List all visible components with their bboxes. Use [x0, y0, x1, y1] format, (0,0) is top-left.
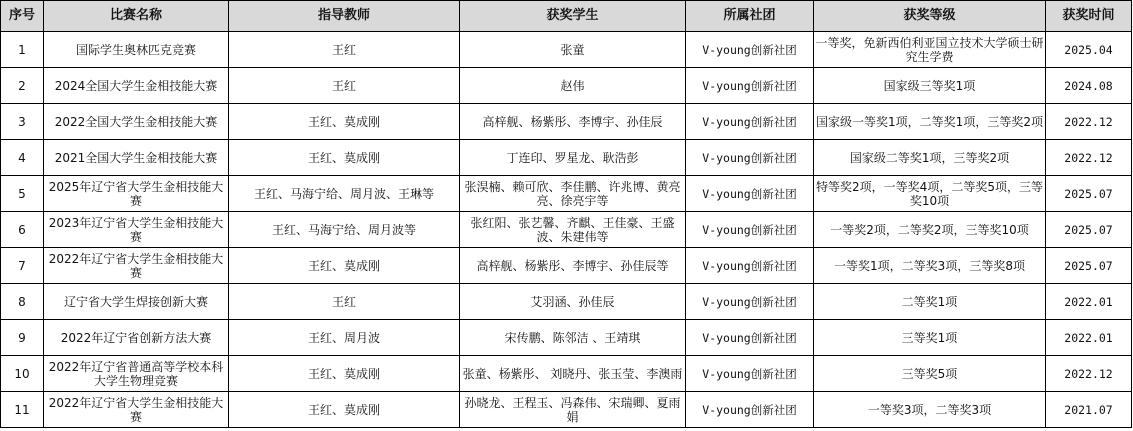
- cell-index: 9: [1, 320, 44, 356]
- cell-students: 孙晓龙、王程玉、冯森伟、宋瑞卿、夏雨娟: [460, 392, 686, 428]
- table-row: [1, 392, 1132, 428]
- cell-award-level: 一等奖1项，二等奖3项，三等奖8项: [814, 248, 1046, 284]
- cell-competition: 2022年辽宁省普通高等学校本科大学生物理竞赛: [44, 356, 229, 392]
- cell-award-level: 一等奖，免新西伯利亚国立技术大学硕士研究生学费: [814, 32, 1046, 68]
- cell-competition: 2023年辽宁省大学生金相技能大赛: [44, 212, 229, 248]
- cell-competition: 辽宁省大学生焊接创新大赛: [44, 284, 229, 320]
- cell-index: 2: [1, 68, 44, 104]
- cell-award-date: 2025.04: [1046, 32, 1132, 68]
- cell-advisor: 王红: [229, 284, 460, 320]
- cell-students: 丁连印、罗星龙、耿浩彭: [460, 140, 686, 176]
- cell-students: 宋传鹏、陈邻洁 、王靖琪: [460, 320, 686, 356]
- header-row: [1, 1, 1132, 32]
- header-students: 获奖学生: [460, 1, 686, 32]
- cell-award-date: 2025.07: [1046, 176, 1132, 212]
- cell-index: 1: [1, 32, 44, 68]
- cell-students: 赵伟: [460, 68, 686, 104]
- cell-club: V-young创新社团: [686, 176, 814, 212]
- cell-competition: 2022年辽宁省大学生金相技能大赛: [44, 392, 229, 428]
- cell-advisor: 王红、马海宁给、周月波等: [229, 212, 460, 248]
- cell-club: V-young创新社团: [686, 248, 814, 284]
- cell-students: 张童: [460, 32, 686, 68]
- cell-students: 艾羽涵、孙佳辰: [460, 284, 686, 320]
- cell-index: 3: [1, 104, 44, 140]
- cell-award-date: 2025.07: [1046, 248, 1132, 284]
- cell-competition: 国际学生奥林匹克竞赛: [44, 32, 229, 68]
- cell-club: V-young创新社团: [686, 284, 814, 320]
- cell-award-date: 2021.07: [1046, 392, 1132, 428]
- cell-award-level: 国家级二等奖1项，三等奖2项: [814, 140, 1046, 176]
- table-row: [1, 104, 1132, 140]
- table-row: [1, 68, 1132, 104]
- cell-award-level: 特等奖2项，一等奖4项，二等奖5项，三等奖10项: [814, 176, 1046, 212]
- cell-club: V-young创新社团: [686, 392, 814, 428]
- table-header: [1, 1, 1132, 32]
- table-row: [1, 32, 1132, 68]
- cell-index: 4: [1, 140, 44, 176]
- cell-award-date: 2022.12: [1046, 140, 1132, 176]
- cell-award-date: 2022.12: [1046, 104, 1132, 140]
- cell-index: 11: [1, 392, 44, 428]
- header-competition: 比赛名称: [44, 1, 229, 32]
- cell-advisor: 王红、莫成刚: [229, 392, 460, 428]
- cell-students: 张淏楠、赖可欣、李佳鹏、许兆博、黄亮亮、徐亮宇等: [460, 176, 686, 212]
- table-row: [1, 176, 1132, 212]
- cell-club: V-young创新社团: [686, 68, 814, 104]
- cell-award-level: 国家级三等奖1项: [814, 68, 1046, 104]
- cell-advisor: 王红、周月波: [229, 320, 460, 356]
- header-award-date: 获奖时间: [1046, 1, 1132, 32]
- cell-students: 高梓舰、杨紫彤、李博宇、孙佳辰: [460, 104, 686, 140]
- cell-index: 5: [1, 176, 44, 212]
- cell-award-level: 三等奖5项: [814, 356, 1046, 392]
- table-row: [1, 248, 1132, 284]
- cell-award-date: 2022.01: [1046, 284, 1132, 320]
- cell-club: V-young创新社团: [686, 104, 814, 140]
- header-index: 序号: [1, 1, 44, 32]
- table-row: [1, 284, 1132, 320]
- cell-competition: 2022年辽宁省创新方法大赛: [44, 320, 229, 356]
- cell-award-date: 2022.01: [1046, 320, 1132, 356]
- cell-competition: 2021全国大学生金相技能大赛: [44, 140, 229, 176]
- cell-index: 8: [1, 284, 44, 320]
- table-row: [1, 140, 1132, 176]
- cell-advisor: 王红: [229, 68, 460, 104]
- cell-award-level: 一等奖3项，二等奖3项: [814, 392, 1046, 428]
- cell-index: 7: [1, 248, 44, 284]
- table-row: [1, 356, 1132, 392]
- cell-advisor: 王红: [229, 32, 460, 68]
- cell-award-level: 一等奖2项，二等奖2项，三等奖10项: [814, 212, 1046, 248]
- cell-advisor: 王红、莫成刚: [229, 356, 460, 392]
- cell-competition: 2022全国大学生金相技能大赛: [44, 104, 229, 140]
- cell-competition: 2024全国大学生金相技能大赛: [44, 68, 229, 104]
- cell-index: 6: [1, 212, 44, 248]
- header-advisor: 指导教师: [229, 1, 460, 32]
- cell-competition: 2022年辽宁省大学生金相技能大赛: [44, 248, 229, 284]
- cell-club: V-young创新社团: [686, 320, 814, 356]
- cell-advisor: 王红、莫成刚: [229, 104, 460, 140]
- cell-students: 张童、杨紫彤、 刘晓丹、张玉莹、李澳雨: [460, 356, 686, 392]
- cell-students: 高梓舰、杨紫彤、李博宇、孙佳辰等: [460, 248, 686, 284]
- cell-club: V-young创新社团: [686, 212, 814, 248]
- cell-advisor: 王红、莫成刚: [229, 248, 460, 284]
- header-club: 所属社团: [686, 1, 814, 32]
- cell-club: V-young创新社团: [686, 32, 814, 68]
- cell-club: V-young创新社团: [686, 140, 814, 176]
- cell-award-level: 三等奖1项: [814, 320, 1046, 356]
- cell-club: V-young创新社团: [686, 356, 814, 392]
- cell-students: 张红阳、张艺馨、齐麒、王佳豪、王盛波、朱建伟等: [460, 212, 686, 248]
- cell-advisor: 王红、莫成刚: [229, 140, 460, 176]
- table-body: [1, 32, 1132, 428]
- cell-award-date: 2022.12: [1046, 356, 1132, 392]
- cell-advisor: 王红、马海宁给、周月波、王琳等: [229, 176, 460, 212]
- cell-index: 10: [1, 356, 44, 392]
- header-award-level: 获奖等级: [814, 1, 1046, 32]
- table-row: [1, 212, 1132, 248]
- cell-award-date: 2024.08: [1046, 68, 1132, 104]
- table-row: [1, 320, 1132, 356]
- cell-award-date: 2025.07: [1046, 212, 1132, 248]
- cell-competition: 2025年辽宁省大学生金相技能大赛: [44, 176, 229, 212]
- cell-award-level: 二等奖1项: [814, 284, 1046, 320]
- cell-award-level: 国家级一等奖1项，二等奖1项，三等奖2项: [814, 104, 1046, 140]
